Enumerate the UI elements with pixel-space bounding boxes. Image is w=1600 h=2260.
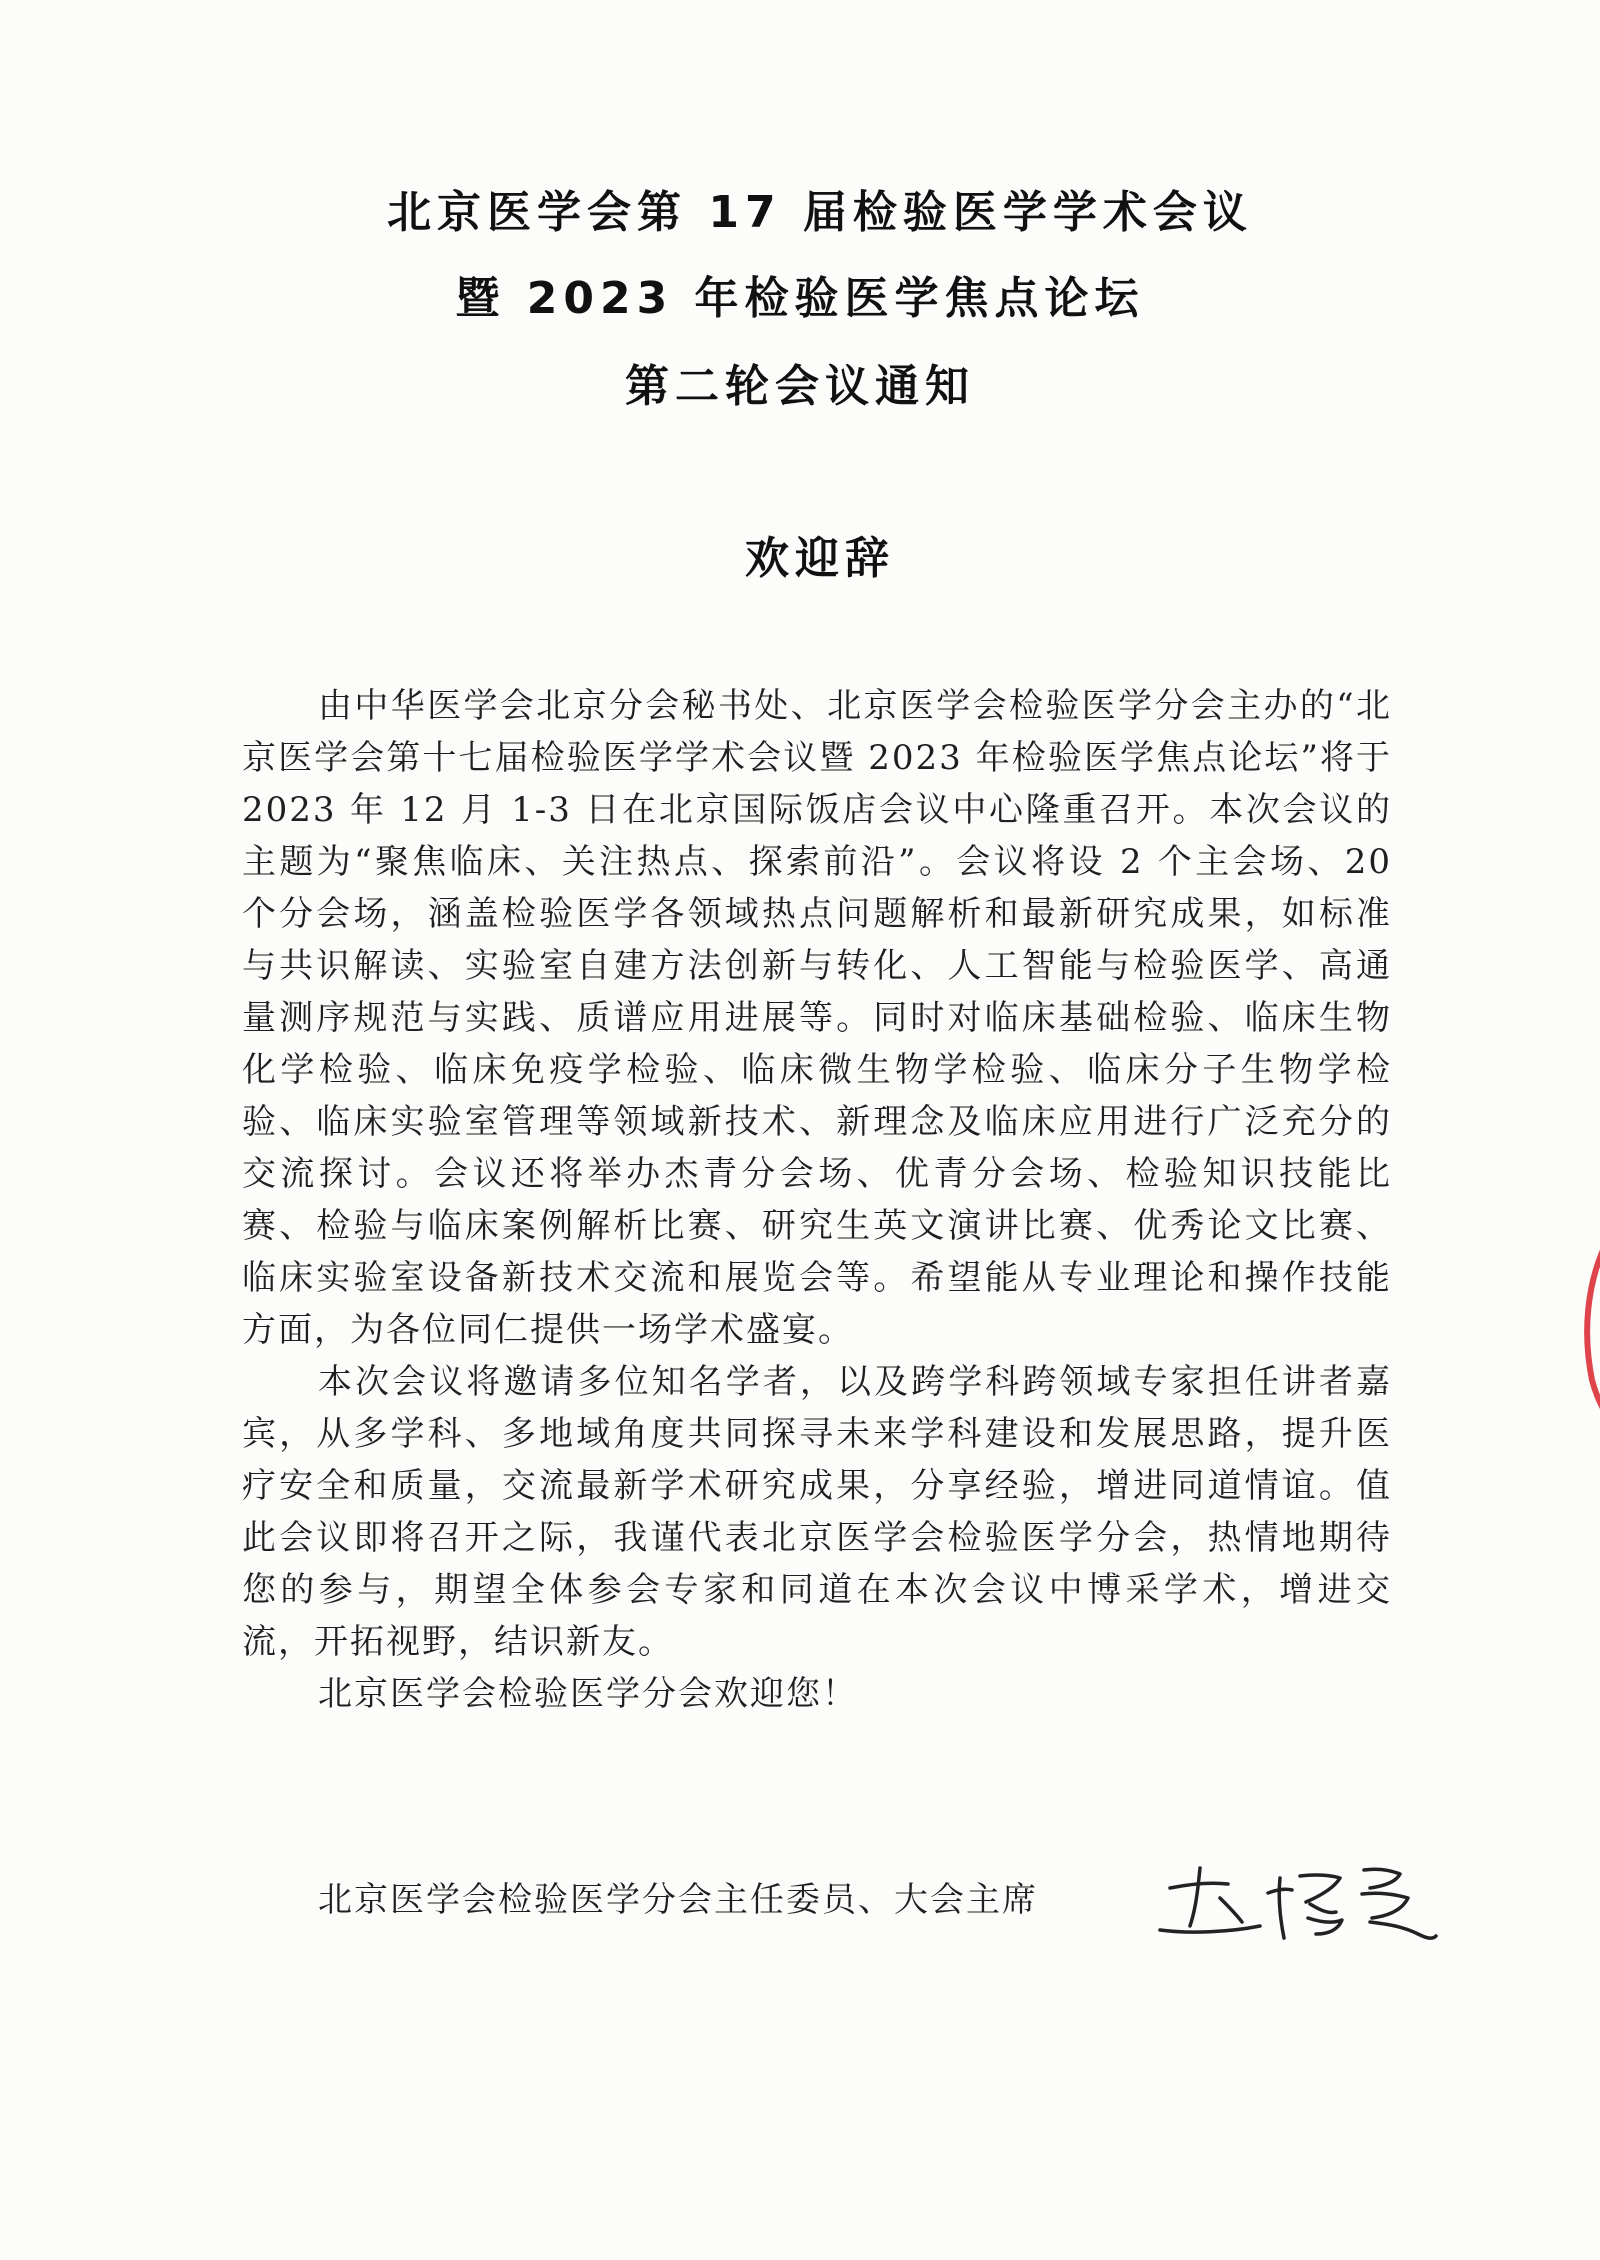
title-line-3: 第二轮会议通知 <box>625 361 975 412</box>
welcome-heading: 欢迎辞 <box>745 533 895 584</box>
paragraph-1: 由中华医学会北京分会秘书处、北京医学会检验医学分会主办的“北京医学会第十七届检验医学学术会议暨 2023 年检验医学焦点论坛”将于 2023 年 12 月 1-3 日在北京国际饭店会议中心隆重召开。本次会议的主题为“聚焦临床、关注热点、探索前沿”。会议将设 2 个主会场、20 个分会场，涵盖检验医学各领域热点问题解析和最新研究成果，如标准与共识解读、实验室自建方法创新与转化、人工智能与检验医学、高通量测序规范与实践、质谱应用进展等。同时对临床基础检验、临床生物化学检验、临床免疫学检验、临床微生物学检验、临床分子生物学检验、临床实验室管理等领域新技术、新理念及临床应用进行广泛充分的交流探讨。会议还将举办杰青分会场、优青分会场、检验知识技能比赛、检验与临床案例解析比赛、研究生英文演讲比赛、优秀论文比赛、临床实验室设备新技术交流和展览会等。希望能从专业理论和操作技能方面，为各位同仁提供一场学术盛宴。 <box>242 686 1392 1350</box>
paragraph-2: 本次会议将邀请多位知名学者，以及跨学科跨领域专家担任讲者嘉宾，从多学科、多地域角度共同探寻未来学科建设和发展思路，提升医疗安全和质量，交流最新学术研究成果，分享经验，增进同道情谊。值此会议即将召开之际，我谨代表北京医学会检验医学分会，热情地期待您的参与，期望全体参会专家和同道在本次会议中博采学术，增进交流，开拓视野，结识新友。 <box>242 1362 1392 1662</box>
title-line-1: 北京医学会第 17 届检验医学学术会议 <box>387 187 1253 238</box>
paragraph-3: 北京医学会检验医学分会欢迎您！ <box>318 1674 858 1714</box>
red-seal-stamp <box>1570 1200 1600 1440</box>
signatory-title: 北京医学会检验医学分会主任委员、大会主席 <box>318 1880 1038 1920</box>
handwritten-signature <box>1150 1848 1440 1948</box>
letter-body <box>242 680 1392 1720</box>
title-line-2: 暨 2023 年检验医学焦点论坛 <box>455 273 1145 324</box>
